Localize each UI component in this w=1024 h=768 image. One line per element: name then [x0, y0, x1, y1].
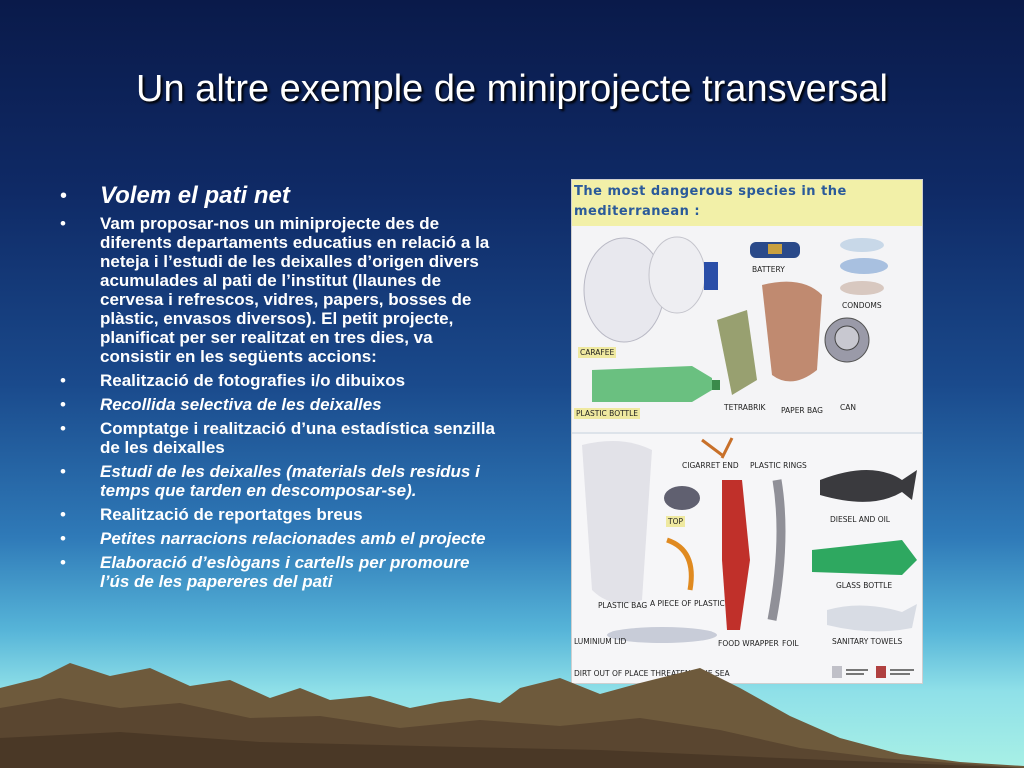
poster-label: FOIL — [782, 639, 799, 648]
poster-label: FOOD WRAPPER — [718, 639, 779, 648]
poster-label: CONDOMS — [842, 301, 882, 310]
bullet-item: • Realització de fotografies i/o dibuixos — [58, 371, 498, 390]
poster-label: CAN — [840, 403, 856, 412]
poster-divider — [572, 432, 922, 434]
poster-image — [571, 179, 923, 684]
poster-label: PLASTIC RINGS — [750, 461, 807, 470]
poster-label: LUMINIUM LID — [574, 637, 627, 646]
slide-title: Un altre exemple de miniprojecte transversal — [136, 68, 888, 110]
bullet-item: • Comptatge i realització d’una estadística senzilla de les deixalles — [58, 419, 498, 457]
poster-title: The most dangerous species in the mediterranean : — [574, 184, 847, 219]
poster-label: PAPER BAG — [781, 406, 823, 415]
mountain-landscape — [0, 658, 1024, 768]
bullet-item: • Realització de reportatges breus — [58, 505, 498, 524]
bullet-list — [58, 182, 498, 596]
poster-label: TETRABRIK — [724, 403, 766, 412]
poster-label: CARAFEE — [580, 348, 615, 357]
bullet-item: • Vam proposar-nos un miniprojecte des de diferents departaments educatius en relació a la neteja i l’estudi de les deixalles d’origen divers acumulades al pati de l’institut (llaunes de cervesa i refrescos, vidres, papers, bosses de plàstic, envasos diversos). El petit projecte, planificat per ser realitzat en tres dies, va consistir en les següents accions: — [58, 214, 498, 366]
poster-label: TOP — [668, 517, 684, 526]
poster-label: A PIECE OF PLASTIC — [650, 599, 725, 608]
bullet-item: • Petites narracions relacionades amb el projecte — [58, 529, 498, 548]
poster-label: BATTERY — [752, 265, 785, 274]
poster-label: CIGARRET END — [682, 461, 739, 470]
bullet-item: • Elaboració d’eslògans i cartells per promoure l’ús de les papereres del pati — [58, 553, 498, 591]
bullet-item: • Recollida selectiva de les deixalles — [58, 395, 498, 414]
poster-footer: DIRT OUT OF PLACE THREATENS THE SEA — [574, 669, 730, 678]
bullet-item: • Estudi de les deixalles (materials dels residus i temps que tarden en descomposar-se). — [58, 462, 498, 500]
bullet-item: • Volem el pati net — [58, 182, 498, 210]
poster-label: PLASTIC BOTTLE — [576, 409, 639, 418]
poster-label: PLASTIC BAG — [598, 601, 648, 610]
poster-label: DIESEL AND OIL — [830, 515, 890, 524]
poster-label: SANITARY TOWELS — [832, 637, 903, 646]
poster-label: GLASS BOTTLE — [836, 581, 893, 590]
